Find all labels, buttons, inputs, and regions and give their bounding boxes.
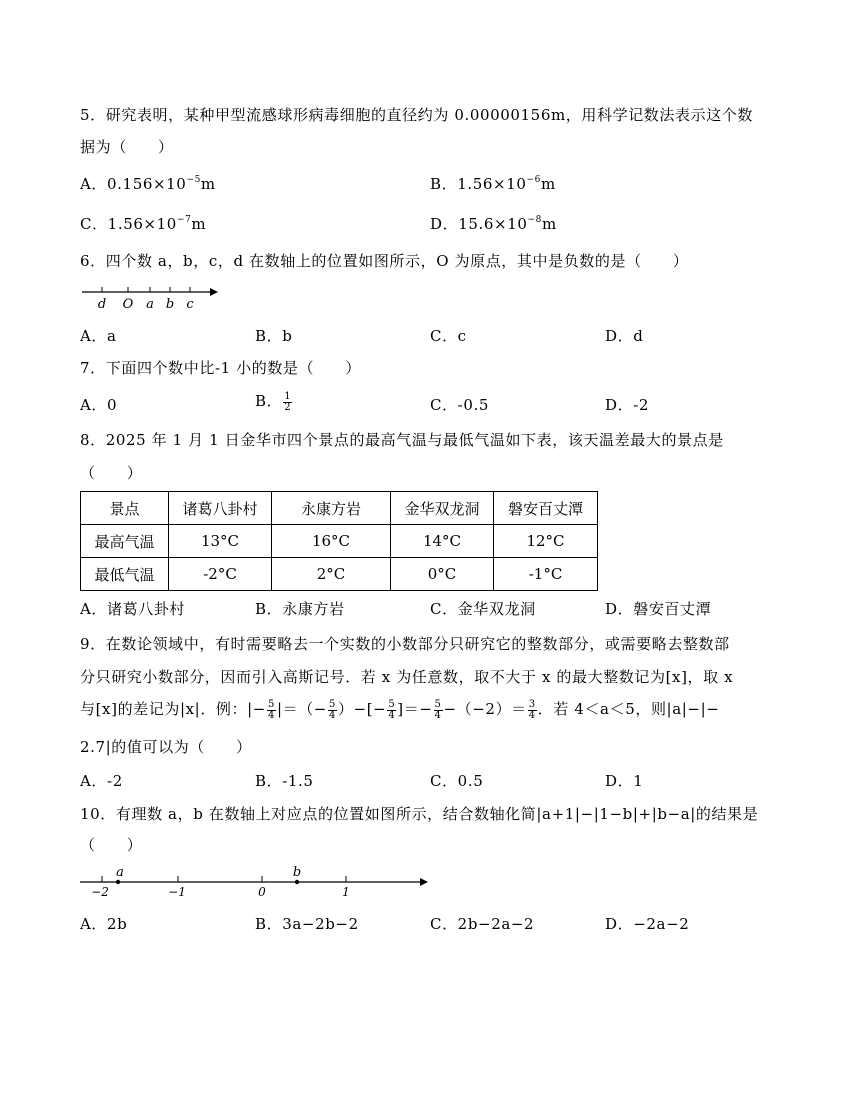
q9-line3: 与[x]的差记为|x|．例：|− $\frac{5}{4}$ |＝（− $\frac{5}{4}$ ）−[− $\frac{5}{4}$ ]＝− $\frac{5}{4}$ −（−2）＝ $\frac{3}{4}$ ．若 4＜a＜5，则|a|−|− bbox=[80, 698, 720, 721]
q5-stem-line1: 5．研究表明，某种甲型流感球形病毒细胞的直径约为 0.00000156m，用科学记数法表示这个数 bbox=[80, 106, 753, 124]
q8-stem-line2: （ ） bbox=[80, 464, 143, 482]
fraction-five-quarters: $\frac{5}{4}$ bbox=[388, 698, 396, 721]
table-header-row bbox=[81, 492, 598, 525]
table-cell: 16°C bbox=[272, 525, 391, 558]
q7-option-a: A．0 bbox=[80, 396, 118, 414]
q7-stem: 7．下面四个数中比-1 小的数是（ ） bbox=[80, 359, 361, 377]
fraction-five-quarters: $\frac{5}{4}$ bbox=[328, 698, 336, 721]
q10-number-line bbox=[80, 864, 440, 900]
q10-option-b: B．3a−2b−2 bbox=[255, 915, 359, 933]
table-row-high bbox=[81, 525, 598, 558]
axis-label-origin: O bbox=[122, 297, 134, 312]
q5-option-a: A．$0.156\times 10^{-5}m$ bbox=[80, 175, 216, 193]
point-b-label: b bbox=[292, 865, 302, 880]
table-cell: 诸葛八卦村 bbox=[169, 492, 272, 525]
q10-option-d: D．−2a−2 bbox=[605, 915, 690, 933]
q10-option-c: C．2b−2a−2 bbox=[430, 915, 535, 933]
q8-option-d: D．磐安百丈潭 bbox=[605, 600, 712, 618]
fraction-five-quarters: $\frac{5}{4}$ bbox=[434, 698, 442, 721]
table-cell: 2°C bbox=[272, 558, 391, 591]
q6-stem: 6．四个数 a，b，c，d 在数轴上的位置如图所示，O 为原点，其中是负数的是（ ） bbox=[80, 252, 689, 270]
q9-line1: 9．在数论领域中，有时需要略去一个实数的小数部分只研究它的整数部分，或需要略去整数部 bbox=[80, 635, 730, 653]
q9-option-d: D．1 bbox=[605, 772, 644, 790]
q10-option-a: A．2b bbox=[80, 915, 128, 933]
table-cell: 12°C bbox=[494, 525, 598, 558]
q5-stem-line2: 据为（ ） bbox=[80, 138, 174, 156]
tick-label: −1 bbox=[168, 885, 186, 899]
q10-stem-line1: 10．有理数 a，b 在数轴上对应点的位置如图所示，结合数轴化简|a+1|−|1−b|+|b−a|的结果是 bbox=[80, 805, 759, 823]
table-cell: 最低气温 bbox=[81, 558, 169, 591]
table-cell: 14°C bbox=[391, 525, 494, 558]
fraction-one-half: $\frac{1}{2}$ bbox=[284, 390, 292, 413]
point-b bbox=[295, 880, 299, 884]
table-cell: 最高气温 bbox=[81, 525, 169, 558]
q9-line4: 2.7|的值可以为（ ） bbox=[80, 738, 252, 756]
table-row-low bbox=[81, 558, 598, 591]
table-cell: 金华双龙洞 bbox=[391, 492, 494, 525]
q9-option-c: C．0.5 bbox=[430, 772, 484, 790]
q7-option-c: C．-0.5 bbox=[430, 396, 490, 414]
axis-label-b: b bbox=[165, 297, 175, 312]
q9-option-a: A．-2 bbox=[80, 772, 123, 790]
fraction-three-quarters: $\frac{3}{4}$ bbox=[528, 698, 536, 721]
tick-label: −2 bbox=[91, 885, 109, 899]
q6-option-b: B．b bbox=[255, 327, 293, 345]
tick-label: 1 bbox=[342, 885, 350, 899]
q5-option-d: D．$15.6\times 10^{-8}m$ bbox=[430, 215, 557, 233]
q10-stem-line2: （ ） bbox=[80, 836, 143, 854]
table-cell: 磐安百丈潭 bbox=[494, 492, 598, 525]
q7-option-d: D．-2 bbox=[605, 396, 650, 414]
table-cell: 景点 bbox=[81, 492, 169, 525]
tick-label: 0 bbox=[258, 885, 266, 899]
q8-option-c: C．金华双龙洞 bbox=[430, 600, 536, 618]
table-cell: -1°C bbox=[494, 558, 598, 591]
q6-option-c: C．c bbox=[430, 327, 467, 345]
q5-option-c: C．$1.56\times 10^{-7}m$ bbox=[80, 215, 207, 233]
axis-label-c: c bbox=[186, 297, 194, 312]
q9-option-b: B．-1.5 bbox=[255, 772, 314, 790]
point-a-label: a bbox=[116, 865, 124, 880]
axis-label-a: a bbox=[146, 297, 154, 312]
table-cell: 永康方岩 bbox=[272, 492, 391, 525]
fraction-five-quarters: $\frac{5}{4}$ bbox=[267, 698, 275, 721]
q6-option-a: A．a bbox=[80, 327, 117, 345]
q8-option-b: B．永康方岩 bbox=[255, 600, 345, 618]
axis-label-d: d bbox=[97, 297, 107, 312]
q9-line2: 分只研究小数部分，因而引入高斯记号．若 x 为任意数，取不大于 x 的最大整数记为[x]，取 x bbox=[80, 668, 734, 686]
q6-option-d: D．d bbox=[605, 327, 644, 345]
table-cell: 0°C bbox=[391, 558, 494, 591]
q6-number-line bbox=[80, 280, 220, 312]
q8-option-a: A．诸葛八卦村 bbox=[80, 600, 186, 618]
table-cell: 13°C bbox=[169, 525, 272, 558]
table-cell: -2°C bbox=[169, 558, 272, 591]
q5-option-b: B．$1.56\times 10^{-6}m$ bbox=[430, 175, 556, 193]
q8-stem-line1: 8．2025 年 1 月 1 日金华市四个景点的最高气温与最低气温如下表，该天温差最大的景点是 bbox=[80, 431, 724, 449]
temperature-table bbox=[80, 491, 598, 591]
point-a bbox=[116, 880, 120, 884]
q7-option-b: B． $\frac{1}{2}$ bbox=[255, 390, 292, 413]
